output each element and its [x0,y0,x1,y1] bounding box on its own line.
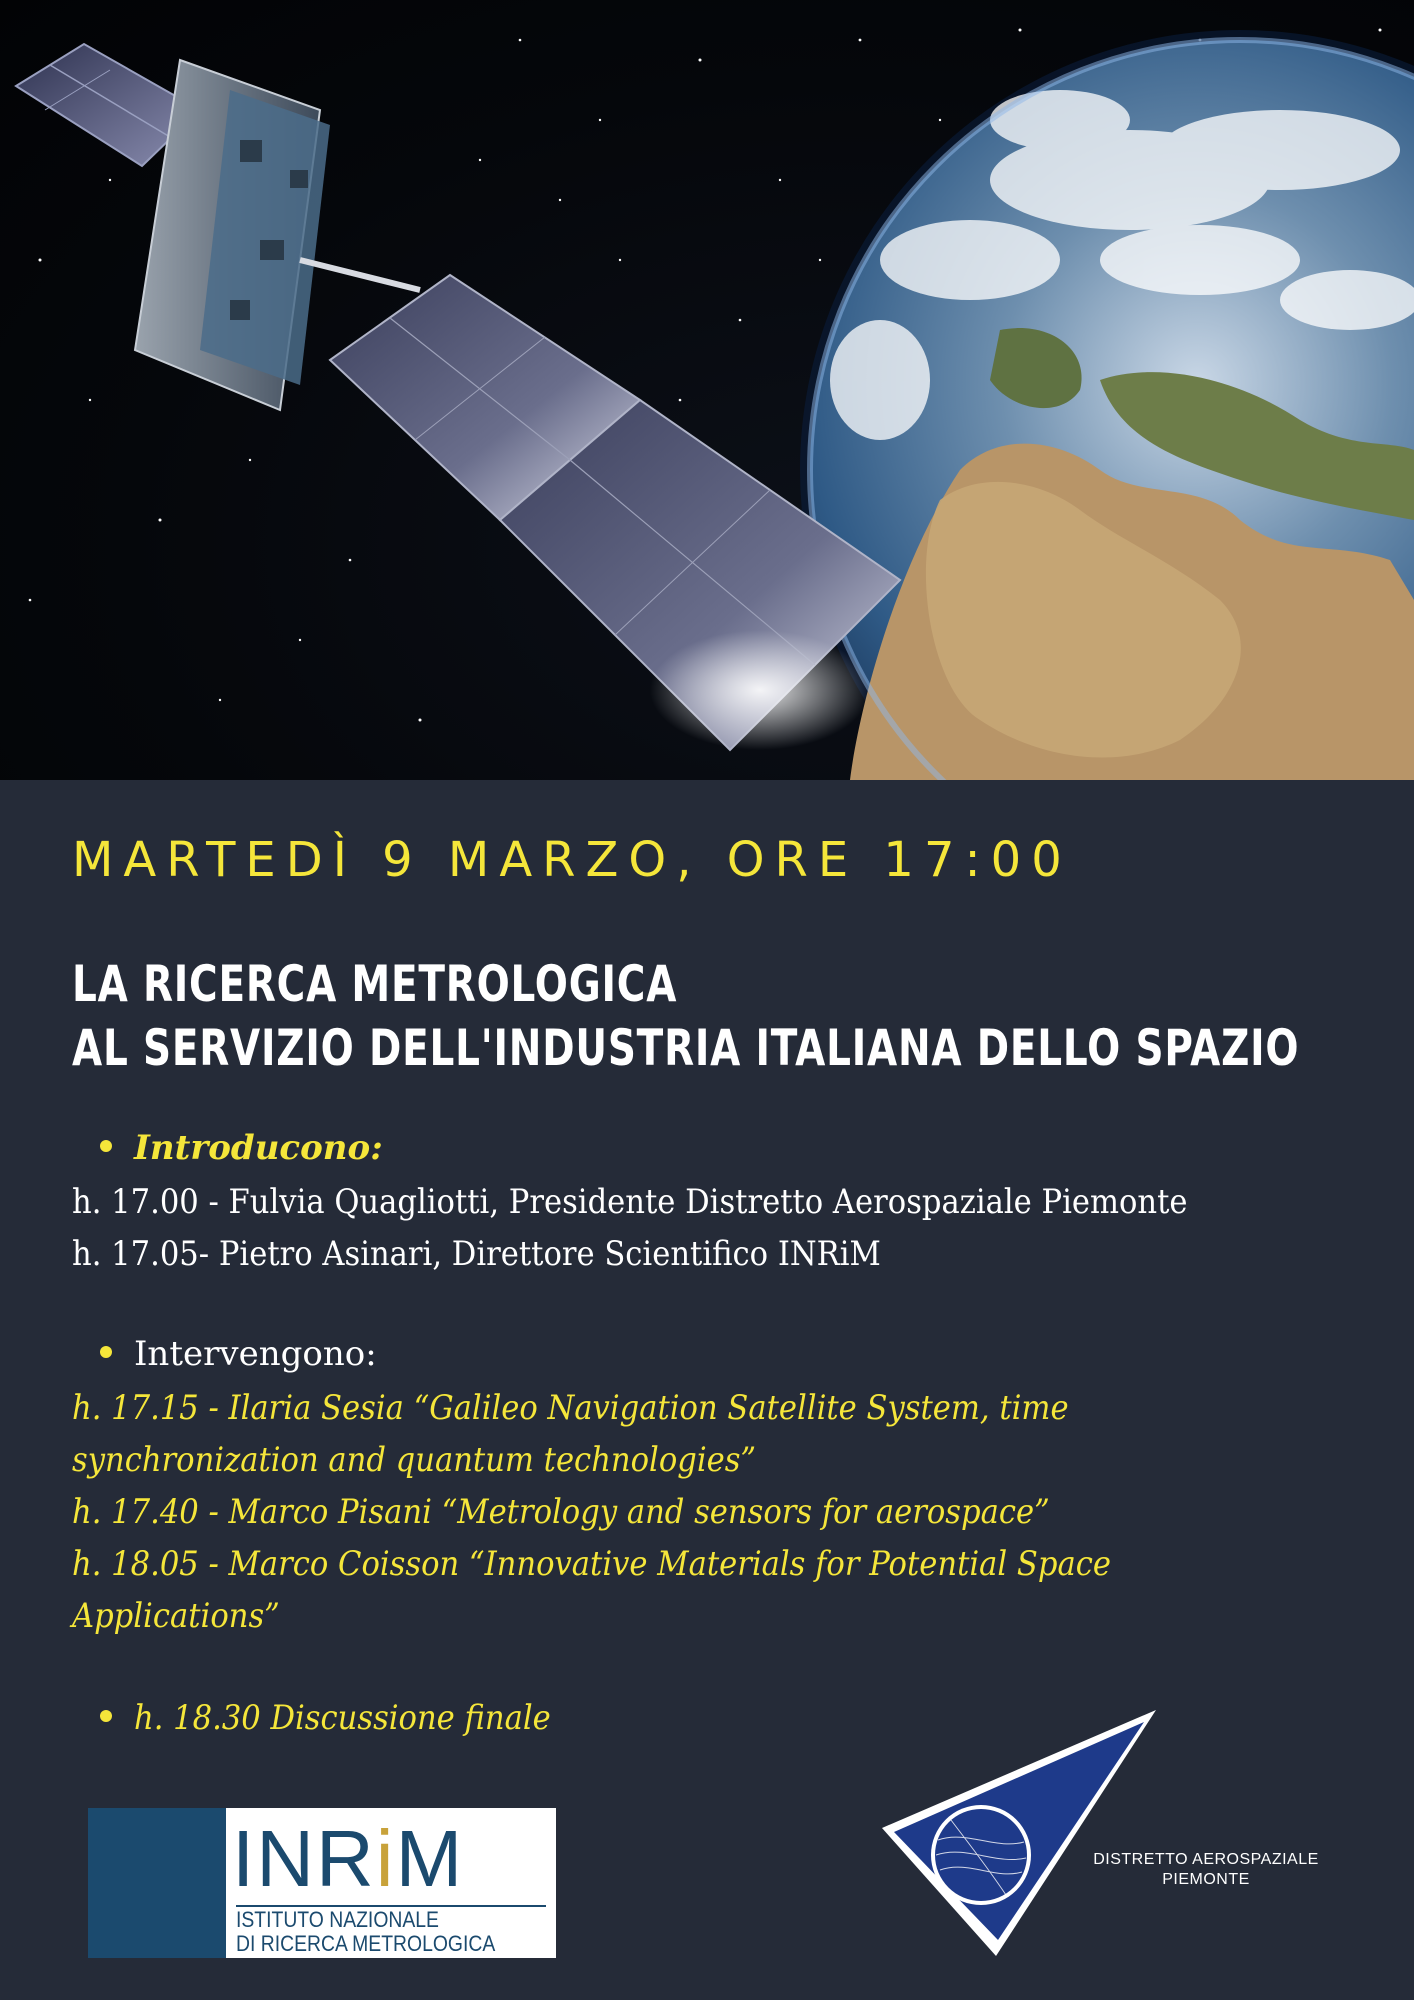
closing-row [100,1698,597,1738]
inrim-logo-block [88,1808,226,1958]
distretto-aerospaziale-label: DISTRETTO AEROSPAZIALE PIEMONTE [1093,1851,1319,1888]
inrim-logo [88,1808,556,1958]
intro-heading-row [100,1128,383,1168]
talks-heading-row [100,1334,377,1374]
talk-line: Applications” [72,1596,280,1636]
bullet-icon [100,1710,112,1722]
talks-heading: Intervengono: [134,1334,377,1374]
satellite-earth-illustration [0,0,1414,780]
bullet-icon [100,1346,112,1358]
event-title [72,952,1300,1080]
event-date: MARTEDÌ 9 MARZO, ORE 17:00 [72,832,1072,888]
earth [800,30,1414,780]
event-title-line-1: LA RICERCA METROLOGICA [72,955,678,1013]
satellite [16,44,900,750]
inrim-logo-name: INRiM [232,1814,465,1903]
intro-heading: Introducono: [134,1128,383,1168]
intro-item: h. 17.00 - Fulvia Quagliotti, Presidente Distretto Aerospaziale Piemonte [72,1182,1188,1222]
talk-line: h. 17.15 - Ilaria Sesia “Galileo Navigation Satellite System, time [72,1388,1069,1428]
intro-item: h. 17.05- Pietro Asinari, Direttore Scientifico INRiM [72,1234,881,1274]
closing-text: h. 18.30 Discussione finale [134,1698,551,1738]
inrim-logo-subtitle: ISTITUTO NAZIONALE DI RICERCA METROLOGICA [236,1907,496,1956]
distretto-aerospaziale-logo [876,1700,1356,1970]
talk-line: h. 17.40 - Marco Pisani “Metrology and sensors for aerospace” [72,1492,1050,1532]
talk-line: synchronization and quantum technologies” [72,1440,757,1480]
bullet-icon [100,1140,112,1152]
talk-line: h. 18.05 - Marco Coisson “Innovative Materials for Potential Space [72,1544,1111,1584]
hero-image [0,0,1414,780]
event-title-line-2: AL SERVIZIO DELL'INDUSTRIA ITALIANA DELLO SPAZIO [72,1019,1300,1077]
